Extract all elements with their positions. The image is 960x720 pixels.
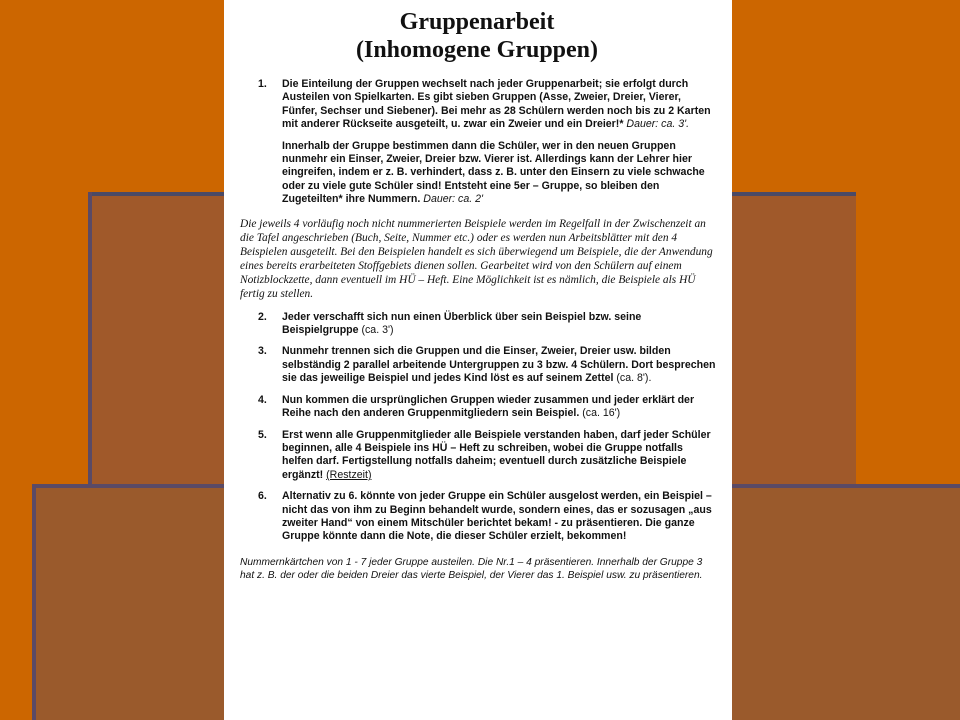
item-duration: (ca. 8'). [616,372,652,385]
background-line [88,192,92,486]
item-text [282,429,716,483]
item-body: Nun kommen die ursprünglichen Gruppen wieder zusammen und jeder erklärt der Reihe nach den anderen Gruppenmitgliedern sein Beispiel. [282,393,695,420]
item-text [282,345,716,385]
item-number: 6. [258,490,267,503]
scanned-document [224,0,732,720]
item-text [282,78,716,132]
item-body: Erst wenn alle Gruppenmitglieder alle Beispiele verstanden haben, darf jeder Schüler beginnen, alle 4 Beispiele ins HÜ – Heft zu schreiben, wobei die Gruppe notfalls helfen darf. Fertigstellung notfalls daheim; eventuell durch zusätzliche Beispiele ergänzt! [282,428,711,481]
footer-note: Nummernkärtchen von 1 - 7 jeder Gruppe austeilen. Die Nr.1 – 4 präsentieren. Innerhalb der Gruppe 3 hat z. B. der oder die beiden Dreier das vierte Beispiel, der Vierer das 1. Beispiel usw. zu präsentieren. [240,556,703,581]
sub-body: Innerhalb der Gruppe bestimmen dann die Schüler, wer in den neuen Gruppen nunmehr ein Einser, Zweier, Dreier bzw. Vierer ist. Allerdings kann der Lehrer hier eingreifen, indem er z. B. verhindert, dass z. B. unter den Einsern zu viele schwache oder zu viele gute Schüler sind! Entsteht eine 5er – Gruppe, so bleiben den Zugeteilten* ihre Nummern. [282,139,705,206]
item-duration: Dauer: ca. 3'. [626,118,690,131]
item-text [282,311,716,338]
item-number: 3. [258,345,267,358]
list-item-3 [258,345,716,385]
background-line [32,484,36,720]
item-body: Jeder verschafft sich nun einen Überblick über sein Beispiel bzw. seine Beispielgruppe [282,310,642,337]
item-body: Die Einteilung der Gruppen wechselt nach jeder Gruppenarbeit; sie erfolgt durch Austeilen von Spielkarten. Es gibt sieben Gruppen (Asse, Zweier, Dreier, Vierer, Fünfer, Sechser und Siebener). Bei mehr as 28 Schülern werden noch bis zu 2 Karten mit anderer Rückseite ausgeteilt, u. zwar ein Zweier und ein Dreier!* [282,78,711,131]
item-body: Nunmehr trennen sich die Gruppen und die Einser, Zweier, Dreier usw. bilden selbständig 2 parallel arbeitende Untergruppen zu 3 bzw. 4 Schülern. Dort besprechen sie das jeweilige Beispiel und jedes Kind löst es auf seinem Zettel [282,345,716,385]
item-duration: (Restzeit) [326,468,372,481]
item-number: 5. [258,428,267,441]
list-item-2 [258,311,716,338]
list-item-5 [258,429,716,483]
item-number: 2. [258,310,267,323]
document-subtitle: (Inhomogene Gruppen) [355,37,599,63]
item-1-subparagraph [282,140,716,207]
item-number: 1. [258,78,267,90]
document-title: Gruppenarbeit [399,9,555,35]
list-item-1 [258,78,716,132]
handwritten-note: Die jeweils 4 vorläufig noch nicht nummerierten Beispiele werden im Regelfall in der Zwischenzeit an die Tafel angeschrieben (Buch, Seite, Nummer etc.) oder es werden nun Arbeitsblätter mit den 4 Beispielen ausgeteilt. Bei den Beispielen handelt es sich überwiegend um Beispiele, die der Anwendung eines bereits erarbeiteten Stoffgebiets dienen sollen. Gearbeitet wird von den Schülern auf einem Notizblockzette, dann eventuell im HÜ – Heft. Eine Möglichkeit ist es nämlich, die Beispiele als HÜ fertig zu stellen. [240,217,713,300]
item-number: 4. [258,393,267,406]
list-item-6 [258,490,716,544]
sub-duration: Dauer: ca. 2' [423,193,484,206]
item-duration: (ca. 3') [361,324,394,337]
list-item-4 [258,394,716,421]
item-text: Alternativ zu 6. könnte von jeder Gruppe ein Schüler ausgelost werden, ein Beispiel – nicht das von ihm zu Beginn behandelt wurde, sondern eines, das er sozusagen „aus zweiter Hand“ von einem Mitschüler berichtet bekam! - zu präsentieren. Die ganze Gruppe könnte dann die Note, die dieser Schüler erzielt, bekommen! [282,490,712,543]
item-text [282,394,716,421]
item-duration: (ca. 16') [582,407,621,420]
